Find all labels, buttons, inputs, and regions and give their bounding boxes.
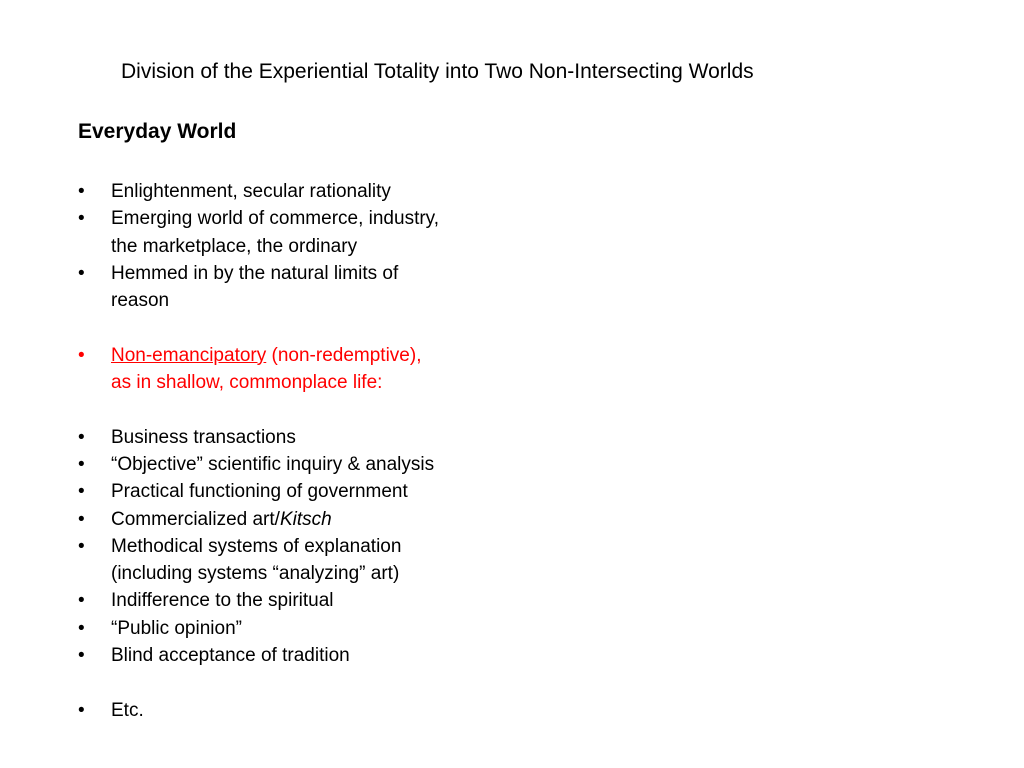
list-item bbox=[78, 178, 538, 205]
list-item-text: Enlightenment, secular rationality bbox=[111, 181, 391, 202]
list-item-text: Hemmed in by the natural limits of bbox=[111, 262, 399, 284]
non-emancipatory-link[interactable]: Non-emancipatory bbox=[111, 344, 267, 366]
list-item bbox=[78, 424, 538, 451]
kitsch-text: Kitsch bbox=[279, 508, 332, 530]
bullet-icon: • bbox=[78, 453, 85, 475]
list-item-text: Etc. bbox=[111, 699, 144, 721]
bullet-icon: • bbox=[78, 181, 85, 202]
bullet-icon: • bbox=[78, 344, 85, 366]
section-heading: Everyday World bbox=[78, 120, 237, 143]
bullet-icon: • bbox=[78, 699, 85, 721]
bullet-icon: • bbox=[78, 481, 85, 503]
list-item bbox=[78, 642, 538, 669]
list-item-text: Methodical systems of explanation bbox=[111, 535, 402, 557]
slide-title: Division of the Experiential Totality into Two Non-Intersecting Worlds bbox=[121, 60, 754, 83]
list-item bbox=[78, 533, 538, 588]
highlight-text: (non-redemptive), bbox=[266, 344, 422, 366]
list-item-text: Blind acceptance of tradition bbox=[111, 645, 350, 667]
list-item-text-continued: reason bbox=[111, 290, 170, 312]
list-item bbox=[78, 615, 538, 642]
bullet-icon: • bbox=[78, 208, 85, 230]
list-item-text: Practical functioning of government bbox=[111, 481, 408, 503]
list-spacer bbox=[78, 396, 538, 423]
bullet-icon: • bbox=[78, 508, 85, 530]
list-spacer bbox=[78, 669, 538, 696]
list-item-text: “Objective” scientific inquiry & analysis bbox=[111, 453, 435, 475]
list-item bbox=[78, 587, 538, 614]
list-item-text: Commercialized art/ bbox=[111, 508, 280, 530]
bullet-icon: • bbox=[78, 645, 85, 667]
bullet-icon: • bbox=[78, 535, 85, 557]
list-item bbox=[78, 205, 538, 260]
list-item-text: Emerging world of commerce, industry, bbox=[111, 208, 440, 230]
highlight-item bbox=[78, 342, 538, 397]
list-item-text-continued: (including systems “analyzing” art) bbox=[111, 563, 400, 585]
list-spacer bbox=[78, 314, 538, 341]
list-item bbox=[78, 260, 538, 315]
list-item-text: Indifference to the spiritual bbox=[111, 590, 334, 612]
list-item bbox=[78, 478, 538, 505]
list-item-text: “Public opinion” bbox=[111, 617, 242, 639]
list-item-text: Business transactions bbox=[111, 426, 296, 448]
list-item bbox=[78, 697, 538, 724]
list-item-text-continued: the marketplace, the ordinary bbox=[111, 235, 358, 257]
bullet-icon: • bbox=[78, 426, 85, 448]
list-item bbox=[78, 506, 538, 533]
highlight-text-continued: as in shallow, commonplace life: bbox=[111, 372, 383, 394]
bullet-icon: • bbox=[78, 617, 85, 639]
bullet-icon: • bbox=[78, 590, 85, 612]
bullet-list bbox=[78, 178, 538, 724]
bullet-icon: • bbox=[78, 262, 85, 284]
list-item bbox=[78, 451, 538, 478]
